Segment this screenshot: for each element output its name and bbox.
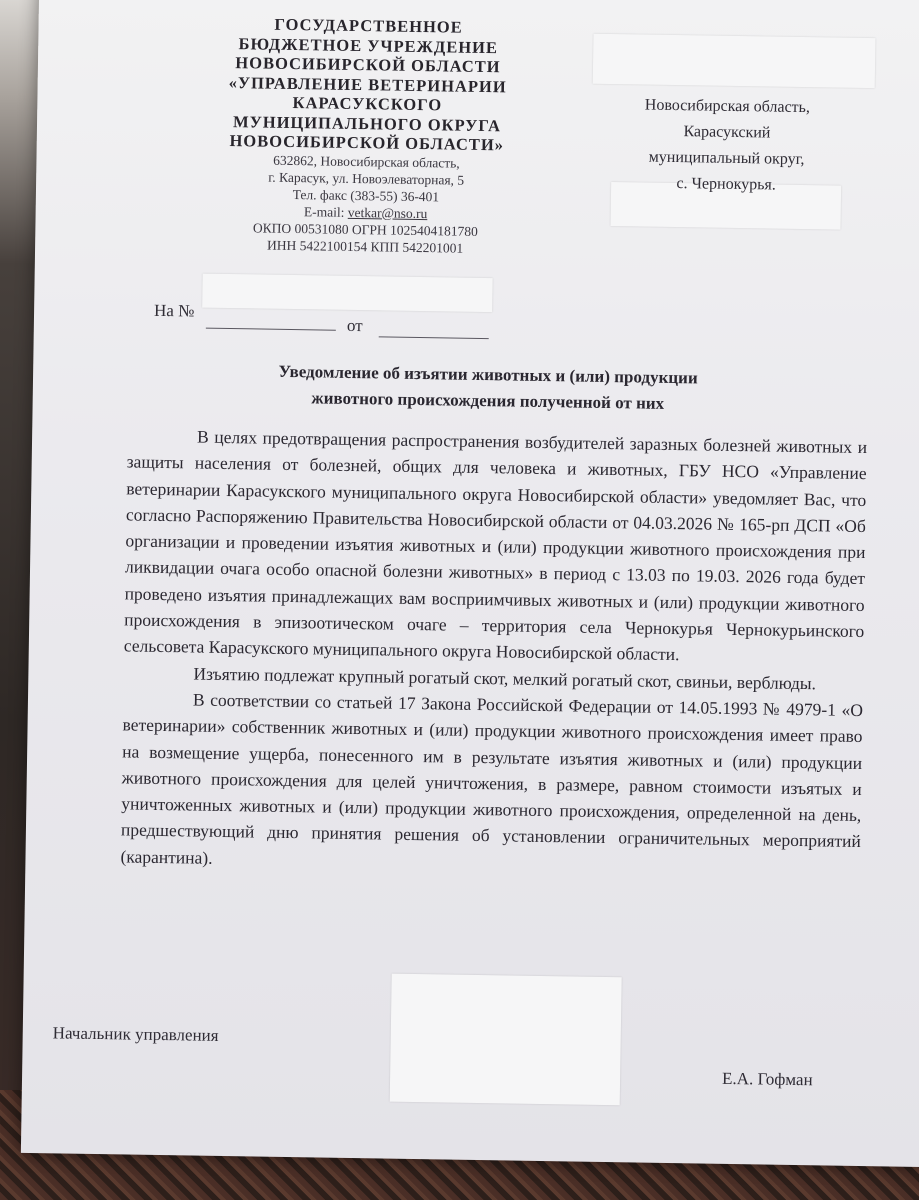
org-okpo-ogrn: ОКПО 00531080 ОГРН 1025404181780 — [252, 219, 478, 239]
org-name-line: НОВОСИБИРСКОЙ ОБЛАСТИ» — [229, 131, 505, 155]
org-name-line: НОВОСИБИРСКОЙ ОБЛАСТИ — [235, 53, 501, 77]
recipient-address-line: Карасукский — [683, 123, 771, 142]
org-email-label: E-mail: — [303, 203, 348, 220]
org-name-line: БЮДЖЕТНОЕ УЧРЕЖДЕНИЕ — [238, 33, 499, 57]
org-address-line: 632862, Новосибирская область, — [273, 152, 460, 171]
org-name-line: КАРАСУКСКОГО — [292, 92, 443, 115]
document-title-line: животного происхождения полученной от них — [311, 388, 665, 413]
body-paragraph-subject: Изъятию подлежат крупный рогатый скот, мелкий рогатый скот, свиньи, верблюды. — [193, 663, 817, 693]
signature-position: Начальник управления — [52, 1023, 219, 1045]
reference-from-label: от — [346, 315, 363, 336]
document-body — [120, 422, 867, 881]
redaction-box-signature — [390, 974, 622, 1106]
organization-header — [175, 13, 559, 257]
org-name-line: ГОСУДАРСТВЕННОЕ — [274, 14, 463, 37]
signature-name: Е.А. Гофман — [721, 1068, 813, 1090]
org-address-line: г. Карасук, ул. Новоэлеваторная, 5 — [268, 169, 465, 188]
org-email-link[interactable]: vetkar@nso.ru — [347, 204, 428, 221]
org-name-line: МУНИЦИПАЛЬНОГО ОКРУГА — [232, 111, 502, 135]
letter-sheet — [21, 0, 919, 1167]
reference-number-underline — [206, 328, 336, 331]
org-phone: Тел. факс (383-55) 36-401 — [292, 186, 440, 204]
org-inn-kpp: ИНН 5422100154 КПП 542201001 — [266, 237, 464, 256]
recipient-address-line: Новосибирская область, — [644, 96, 811, 117]
redaction-box-recipient-name — [593, 34, 876, 88]
body-paragraph-compensation: В соответствии со статьей 17 Закона Российской Федерации от 14.05.1993 № 4979-1 «О ветеринарии» собственник животных и (или) продукции животного происхождения имеет право на возмещение ущерба, понесенного им в результате изъятия животных и (или) продукции животного происхождения для целей уничтожения, в размере, равном стоимости изъятых и уничтоженных животных и (или) продукции животного происхождения, определенной на день, предшествующий дню принятия решения об установлении ограничительных мероприятий (карантина). — [120, 689, 864, 868]
document-title-line: Уведомление об изъятии животных и (или) продукции — [278, 361, 698, 388]
body-paragraph-notice: В целях предотвращения распространения возбудителей заразных болезней животных и защиты населения от болезней, общих для человека и животных, ГБУ НСО «Управление ветеринарии Карасукского муниципального округа Новосибирской области» уведомляет Вас, что согласно Распоряжению Правительства Новосибирской области от 04.03.2026 № 165-рп ДСП «Об организации и проведении изъятия животных и (или) продукции животного происхождения при ликвидации очага особо опасной болезни животных» в период с 13.03 по 19.03. 2026 года будет проведено изъятия принадлежащих вам восприимчивых животных и (или) продукции животного происхождения в эпизоотическом очаге – территория села Чернокурья Чернокурьинского сельсовета Карасукского муниципального округа Новосибирской области. — [123, 426, 868, 665]
org-name-line: «УПРАВЛЕНИЕ ВЕТЕРИНАРИИ — [228, 72, 507, 96]
reference-number-label: На № — [153, 300, 195, 321]
redaction-box-outgoing-ref — [202, 274, 492, 313]
reference-date-underline — [379, 336, 489, 339]
recipient-address-line: муниципальный округ, — [648, 148, 805, 169]
recipient-address — [596, 92, 858, 200]
document-title — [233, 358, 744, 418]
recipient-address-line: с. Чернокурья. — [676, 175, 776, 194]
